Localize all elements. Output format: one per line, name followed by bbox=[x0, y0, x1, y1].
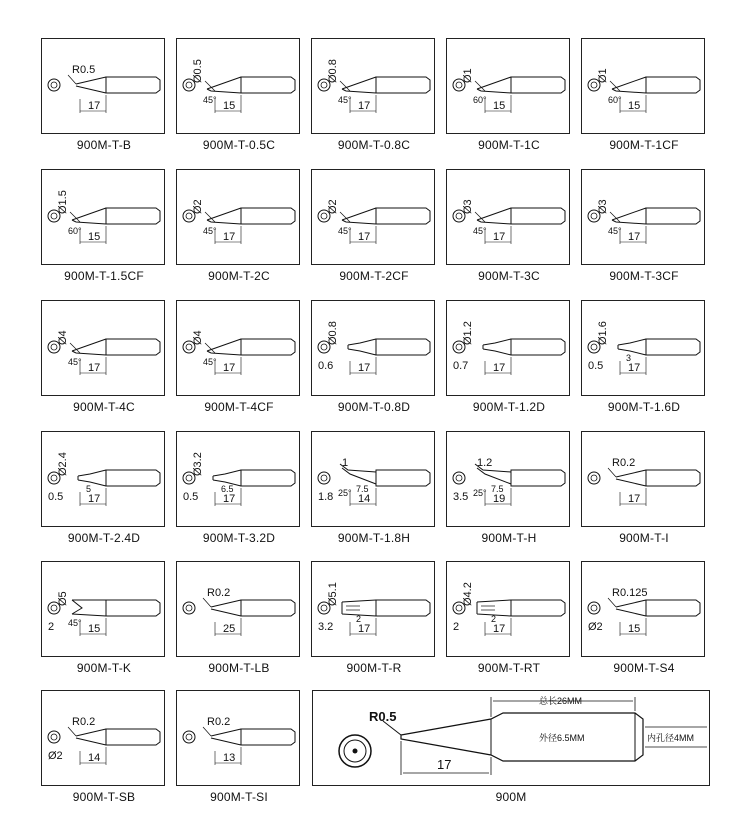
aux-dimension-label: 5 bbox=[86, 484, 92, 494]
angle-label: 45° bbox=[473, 226, 487, 236]
sub-dimension-label: 0.5 bbox=[183, 491, 199, 503]
radius-label: R0.2 bbox=[72, 716, 96, 728]
length-label: 17 bbox=[223, 362, 236, 374]
diameter-label: Ø5 bbox=[57, 591, 69, 606]
tip-caption: 900M-T-S4 bbox=[613, 661, 675, 675]
tip-caption: 900M-T-2CF bbox=[339, 269, 409, 283]
sub-dimension-label: 0.7 bbox=[453, 360, 469, 372]
tip-drawing-frame bbox=[446, 561, 570, 657]
length-label: 17 bbox=[88, 100, 101, 112]
diameter-label: Ø1.5 bbox=[57, 190, 69, 214]
angle-label: 60° bbox=[68, 226, 82, 236]
diameter-label: Ø4 bbox=[57, 330, 69, 345]
tip-900M-drawing bbox=[313, 691, 711, 787]
tip-drawing bbox=[177, 691, 301, 787]
sub-dimension-label: 3.2 bbox=[318, 621, 334, 633]
diameter-label: Ø5.1 bbox=[327, 582, 339, 606]
tip-drawing-frame bbox=[446, 300, 570, 396]
tip-drawing bbox=[42, 301, 166, 397]
sub-dimension-label: Ø2 bbox=[588, 621, 603, 633]
tip-drawing-frame bbox=[311, 431, 435, 527]
tip-caption: 900M-T-1.8H bbox=[337, 531, 411, 545]
diameter-label: Ø3 bbox=[597, 199, 609, 214]
sub-dimension-label: 0.5 bbox=[588, 360, 604, 372]
tip-caption: 900M-T-1C bbox=[478, 138, 540, 152]
tip-caption: 900M-T-1.5CF bbox=[64, 269, 144, 283]
length-label: 17 bbox=[88, 493, 101, 505]
angle-label: 45° bbox=[338, 95, 352, 105]
tip-drawing bbox=[177, 301, 301, 397]
tip-drawing bbox=[177, 170, 301, 266]
diameter-label: Ø1 bbox=[597, 68, 609, 83]
diameter-label: Ø0.8 bbox=[327, 59, 339, 83]
tip-drawing bbox=[42, 562, 166, 658]
angle-label: 45° bbox=[203, 357, 217, 367]
tip-drawing-frame bbox=[581, 300, 705, 396]
angle-label: 60° bbox=[473, 95, 487, 105]
angle-label: 45° bbox=[68, 618, 82, 628]
length-label: 17 bbox=[358, 100, 371, 112]
length-label: 17 bbox=[358, 623, 371, 635]
tip-caption: 900M-T-4C bbox=[73, 400, 135, 414]
tip-caption: 900M-T-2C bbox=[208, 269, 270, 283]
tip-drawing bbox=[582, 170, 706, 266]
radius-label: R0.2 bbox=[612, 457, 636, 469]
tip-caption: 900M-T-3CF bbox=[609, 269, 679, 283]
length-label: 14 bbox=[358, 493, 371, 505]
tip-drawing bbox=[582, 39, 706, 135]
aux-dimension-label: 3 bbox=[626, 353, 632, 363]
sub-dimension-label: 0.6 bbox=[318, 360, 334, 372]
tip-drawing-frame bbox=[41, 690, 165, 786]
length-label: 25 bbox=[223, 623, 236, 635]
tip-drawing bbox=[447, 301, 571, 397]
tip-caption: 900M-T-1CF bbox=[609, 138, 679, 152]
length-label: 17 bbox=[223, 493, 236, 505]
length-label: 17 bbox=[358, 231, 371, 243]
tip-drawing bbox=[312, 301, 436, 397]
tip-drawing bbox=[42, 432, 166, 528]
tip-drawing-frame bbox=[311, 38, 435, 134]
aux-dimension-label: 7.5 bbox=[491, 484, 504, 494]
tip-caption: 900M-T-H bbox=[481, 531, 537, 545]
tip-caption: 900M-T-0.8D bbox=[337, 400, 411, 414]
length-label: 15 bbox=[223, 100, 236, 112]
angle-label: 45° bbox=[203, 226, 217, 236]
length-label: 15 bbox=[88, 231, 101, 243]
tip-drawing-frame bbox=[581, 431, 705, 527]
angle-label: 45° bbox=[608, 226, 622, 236]
tip-caption: 900M-T-I bbox=[619, 531, 669, 545]
length-label: 15 bbox=[628, 100, 641, 112]
tip-drawing-frame bbox=[446, 169, 570, 265]
tip-caption: 900M-T-0.8C bbox=[337, 138, 411, 152]
tip-drawing bbox=[42, 170, 166, 266]
angle-label: 25° bbox=[473, 488, 487, 498]
tip-drawing bbox=[582, 562, 706, 658]
tip-drawing bbox=[177, 432, 301, 528]
diameter-label: Ø1.2 bbox=[462, 321, 474, 345]
angle-label: 45° bbox=[68, 357, 82, 367]
tip-drawing-frame bbox=[446, 38, 570, 134]
sub-dimension-label: 2 bbox=[48, 621, 55, 633]
tip-drawing bbox=[447, 562, 571, 658]
length-label: 14 bbox=[88, 752, 101, 764]
tip-drawing bbox=[177, 39, 301, 135]
diameter-label: Ø4.2 bbox=[462, 582, 474, 606]
tip-length-label: 17 bbox=[437, 757, 452, 772]
tip-drawing-frame bbox=[176, 690, 300, 786]
tip-drawing-frame bbox=[41, 169, 165, 265]
aux-dimension-label: 2 bbox=[491, 614, 497, 624]
tip-drawing-frame bbox=[581, 561, 705, 657]
sub-dimension-label: 2 bbox=[453, 621, 460, 633]
tip-drawing-frame bbox=[311, 169, 435, 265]
tip-drawing-frame bbox=[446, 431, 570, 527]
aux-dimension-label: 7.5 bbox=[356, 484, 369, 494]
tip-caption: 900M-T-3.2D bbox=[202, 531, 276, 545]
tip-drawing-frame bbox=[41, 300, 165, 396]
radius-label: 1.2 bbox=[477, 457, 493, 469]
tip-drawing bbox=[312, 562, 436, 658]
diameter-label: Ø1.6 bbox=[597, 321, 609, 345]
radius-label: R0.2 bbox=[207, 587, 231, 599]
tip-drawing-frame bbox=[176, 38, 300, 134]
tip-drawing-frame bbox=[312, 690, 710, 786]
tip-drawing bbox=[312, 432, 436, 528]
angle-label: 45° bbox=[203, 95, 217, 105]
tip-caption: 900M-T-0.5C bbox=[202, 138, 276, 152]
tip-drawing-frame bbox=[41, 561, 165, 657]
tip-caption: 900M-T-RT bbox=[477, 661, 541, 675]
diameter-label: Ø4 bbox=[192, 330, 204, 345]
sub-dimension-label: 0.5 bbox=[48, 491, 64, 503]
length-label: 17 bbox=[358, 362, 371, 374]
tip-caption: 900M-T-R bbox=[346, 661, 402, 675]
radius-label: R0.5 bbox=[369, 709, 397, 724]
tip-caption: 900M-T-B bbox=[76, 138, 132, 152]
angle-label: 60° bbox=[608, 95, 622, 105]
radius-label: 1 bbox=[342, 457, 349, 469]
tip-drawing bbox=[312, 170, 436, 266]
tip-drawing-frame bbox=[311, 300, 435, 396]
angle-label: 45° bbox=[338, 226, 352, 236]
tip-caption: 900M-T-1.2D bbox=[472, 400, 546, 414]
radius-label: R0.125 bbox=[612, 587, 648, 599]
total-length-label: 总长26MM bbox=[539, 696, 583, 706]
tip-drawing-frame bbox=[176, 431, 300, 527]
length-label: 17 bbox=[493, 362, 506, 374]
tip-drawing-frame bbox=[41, 431, 165, 527]
sub-dimension-label: 1.8 bbox=[318, 491, 334, 503]
tip-caption: 900M-T-SI bbox=[210, 790, 268, 804]
diameter-label: Ø0.5 bbox=[192, 59, 204, 83]
angle-label: 25° bbox=[338, 488, 352, 498]
length-label: 17 bbox=[628, 493, 641, 505]
tip-drawing-frame bbox=[41, 38, 165, 134]
tip-drawing-frame bbox=[581, 169, 705, 265]
tip-drawing bbox=[177, 562, 301, 658]
diameter-label: Ø0.8 bbox=[327, 321, 339, 345]
radius-label: R0.5 bbox=[72, 64, 96, 76]
tip-caption: 900M-T-4CF bbox=[204, 400, 274, 414]
tip-drawing bbox=[42, 39, 166, 135]
tip-caption: 900M-T-1.6D bbox=[607, 400, 681, 414]
length-label: 17 bbox=[88, 362, 101, 374]
sub-dimension-label: 3.5 bbox=[453, 491, 469, 503]
tip-drawing-frame bbox=[176, 169, 300, 265]
length-label: 19 bbox=[493, 493, 506, 505]
length-label: 15 bbox=[88, 623, 101, 635]
tip-drawing bbox=[42, 691, 166, 787]
length-label: 17 bbox=[628, 231, 641, 243]
outer-diameter-label: 外径6.5MM bbox=[539, 733, 585, 743]
tip-drawing bbox=[582, 432, 706, 528]
tip-drawing-frame bbox=[311, 561, 435, 657]
tip-drawing-frame bbox=[176, 561, 300, 657]
tip-caption: 900M-T-3C bbox=[478, 269, 540, 283]
sub-dimension-label: Ø2 bbox=[48, 750, 63, 762]
tip-drawing bbox=[447, 432, 571, 528]
tip-caption: 900M-T-2.4D bbox=[67, 531, 141, 545]
tip-caption: 900M-T-LB bbox=[208, 661, 270, 675]
aux-dimension-label: 2 bbox=[356, 614, 362, 624]
tip-drawing bbox=[582, 301, 706, 397]
tip-drawing bbox=[447, 170, 571, 266]
diameter-label: Ø2.4 bbox=[57, 452, 69, 476]
diameter-label: Ø3 bbox=[462, 199, 474, 214]
length-label: 17 bbox=[628, 362, 641, 374]
length-label: 15 bbox=[628, 623, 641, 635]
length-label: 15 bbox=[493, 100, 506, 112]
tip-drawing-frame bbox=[176, 300, 300, 396]
radius-label: R0.2 bbox=[207, 716, 231, 728]
length-label: 17 bbox=[493, 231, 506, 243]
diameter-label: Ø2 bbox=[192, 199, 204, 214]
length-label: 17 bbox=[493, 623, 506, 635]
aux-dimension-label: 6.5 bbox=[221, 484, 234, 494]
tip-drawing bbox=[312, 39, 436, 135]
tip-caption: 900M-T-K bbox=[76, 661, 132, 675]
inner-diameter-label: 内孔径4MM bbox=[647, 733, 694, 743]
tip-caption: 900M-T-SB bbox=[72, 790, 136, 804]
tip-drawing-frame bbox=[581, 38, 705, 134]
length-label: 13 bbox=[223, 752, 236, 764]
tip-drawing bbox=[447, 39, 571, 135]
tip-caption: 900M bbox=[495, 790, 527, 804]
diameter-label: Ø1 bbox=[462, 68, 474, 83]
length-label: 17 bbox=[223, 231, 236, 243]
diameter-label: Ø3.2 bbox=[192, 452, 204, 476]
diameter-label: Ø2 bbox=[327, 199, 339, 214]
